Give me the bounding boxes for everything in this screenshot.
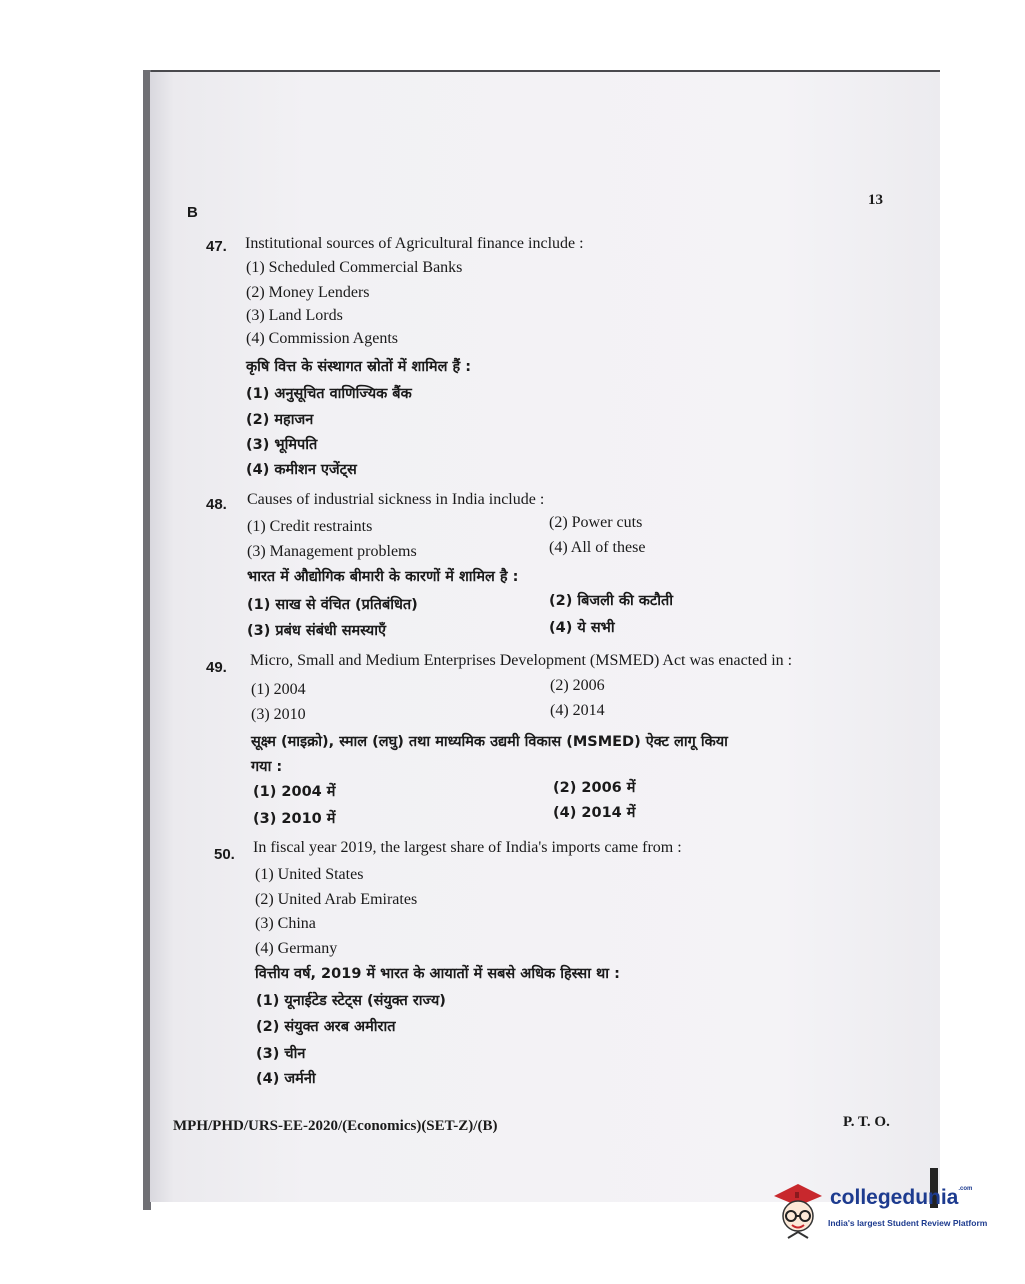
option-hi: (2) महाजन — [246, 412, 314, 428]
question-text-hi: कृषि वित्त के संस्थागत स्रोतों में शामिल हैं : — [246, 359, 471, 375]
question-text-hi-continued: गया : — [251, 759, 283, 775]
question-number: 47. — [206, 238, 227, 255]
question-number: 50. — [214, 846, 235, 863]
option-hi: (1) साख से वंचित (प्रतिबंधित) — [247, 597, 418, 613]
option-en: (1) Scheduled Commercial Banks — [246, 259, 463, 276]
option-hi: (1) अनुसूचित वाणिज्यिक बैंक — [246, 386, 412, 402]
page-number: 13 — [868, 192, 883, 208]
question-text-en: In fiscal year 2019, the largest share of India's imports came from : — [253, 839, 682, 856]
option-en: (2) United Arab Emirates — [255, 891, 418, 908]
option-hi: (4) कमीशन एजेंट्स — [246, 462, 357, 478]
option-en: (1) United States — [255, 866, 364, 883]
option-hi: (2) 2006 में — [553, 780, 636, 796]
option-en: (4) Germany — [255, 940, 338, 957]
question-number: 49. — [206, 659, 227, 676]
set-label: B — [187, 204, 198, 221]
logo-tagline: India's largest Student Review Platform — [828, 1218, 988, 1228]
question-text-hi: सूक्ष्म (माइक्रो), स्माल (लघु) तथा माध्यमिक उद्यमी विकास (MSMED) ऐक्ट लागू किया — [251, 734, 728, 750]
option-en: (2) Money Lenders — [246, 284, 370, 301]
question-text-en: Causes of industrial sickness in India include : — [247, 491, 545, 508]
option-hi: (3) चीन — [256, 1046, 306, 1062]
option-hi: (3) प्रबंध संबंधी समस्याएँ — [247, 623, 386, 639]
option-hi: (2) बिजली की कटौती — [549, 593, 673, 609]
option-en: (4) All of these — [549, 539, 646, 556]
option-hi: (4) जर्मनी — [256, 1071, 316, 1087]
logo-wordmark — [830, 1186, 972, 1210]
option-en: (3) Management problems — [247, 543, 417, 560]
question-text-en: Micro, Small and Medium Enterprises Development (MSMED) Act was enacted in : — [250, 652, 793, 669]
pto-label: P. T. O. — [843, 1114, 890, 1130]
option-en: (4) Commission Agents — [246, 330, 399, 347]
option-en: (1) 2004 — [251, 681, 306, 698]
logo-wordmark-text: collegedunia — [830, 1186, 959, 1209]
option-hi: (2) संयुक्त अरब अमीरात — [256, 1019, 396, 1035]
question-text-hi: वित्तीय वर्ष, 2019 में भारत के आयातों में सबसे अधिक हिस्सा था : — [255, 966, 620, 982]
option-en: (4) 2014 — [550, 702, 605, 719]
mascot-icon — [770, 1178, 826, 1244]
option-hi: (3) भूमिपति — [246, 437, 318, 453]
option-en: (2) Power cuts — [549, 514, 643, 531]
question-number: 48. — [206, 496, 227, 513]
question-text-hi: भारत में औद्योगिक बीमारी के कारणों में शामिल है : — [247, 569, 519, 585]
option-en: (2) 2006 — [550, 677, 605, 694]
option-hi: (1) 2004 में — [253, 784, 336, 800]
question-text-en: Institutional sources of Agricultural finance include : — [245, 235, 584, 252]
option-hi: (3) 2010 में — [253, 811, 336, 827]
collegedunia-logo — [770, 1178, 995, 1248]
option-hi: (4) 2014 में — [553, 805, 636, 821]
option-hi: (4) ये सभी — [549, 620, 615, 636]
paper-code: MPH/PHD/URS-EE-2020/(Economics)(SET-Z)/(B) — [173, 1118, 498, 1134]
option-hi: (1) यूनाईटेड स्टेट्स (संयुक्त राज्य) — [256, 993, 446, 1009]
option-en: (3) China — [255, 915, 316, 932]
option-en: (3) Land Lords — [246, 307, 343, 324]
option-en: (3) 2010 — [251, 706, 306, 723]
option-en: (1) Credit restraints — [247, 518, 373, 535]
logo-domain: .com — [958, 1186, 973, 1192]
